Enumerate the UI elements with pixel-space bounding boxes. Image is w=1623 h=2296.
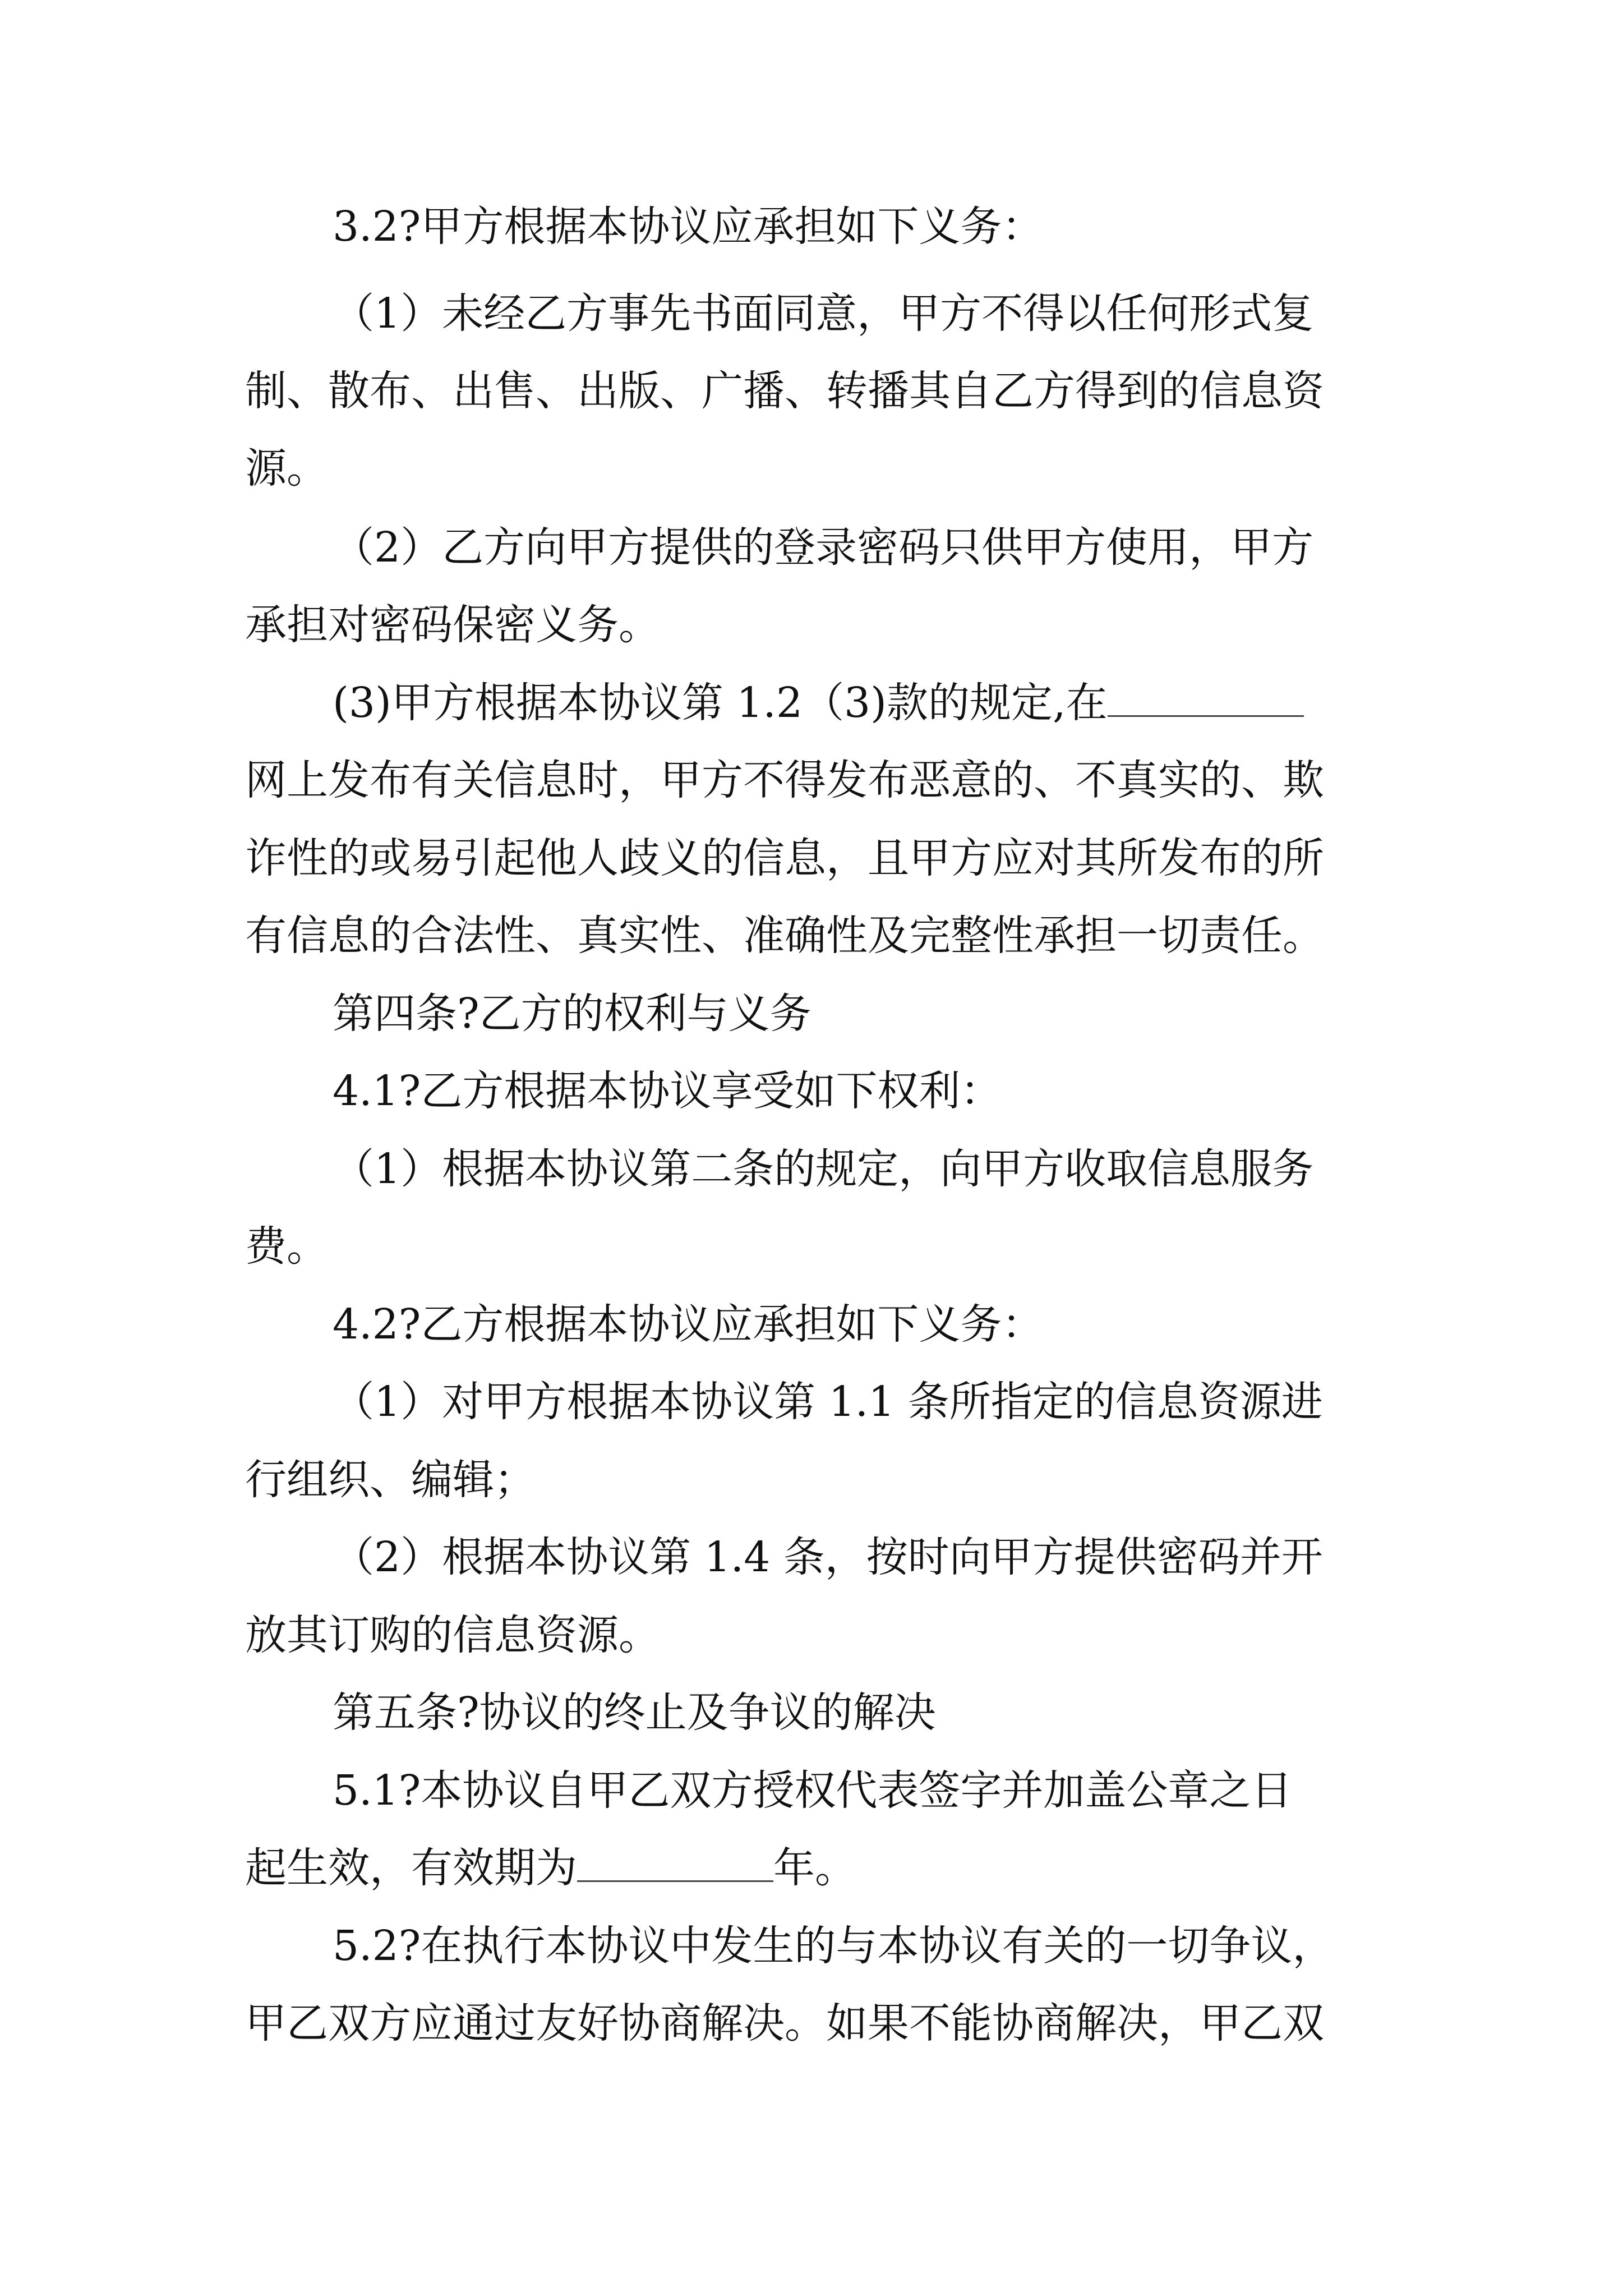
- clause-4-1-item-1-line-1: （1）根据本协议第二条的规定，向甲方收取信息服务: [333, 1145, 1314, 1193]
- clause-3-2-heading: 3.2?甲方根据本协议应承担如下义务：: [333, 203, 1044, 251]
- clause-3-2-item-3-line-1: [333, 675, 1304, 731]
- clause-3-2-item-1-line-2: 制、散布、出售、出版、广播、转播其自乙方得到的信息资: [245, 367, 1324, 415]
- clause-5-2-line-2: 甲乙双方应通过友好协商解决。如果不能协商解决，甲乙双: [245, 1999, 1324, 2047]
- validity-period-blank: [577, 1841, 773, 1882]
- clause-3-2-item-1-line-1: （1）未经乙方事先书面同意，甲方不得以任何形式复: [333, 289, 1314, 338]
- article-5-heading: 第五条?协议的终止及争议的解决: [333, 1688, 936, 1737]
- clause-5-1-line-2: [245, 1840, 856, 1896]
- clause-5-1-line-1: 5.1?本协议自甲乙双方授权代表签字并加盖公章之日: [333, 1766, 1293, 1815]
- clause-3-2-item-3-line-3: 诈性的或易引起他人歧义的信息，且甲方应对其所发布的所: [245, 834, 1324, 882]
- clause-4-2-item-1-line-2: 行组织、编辑；: [245, 1456, 536, 1504]
- clause-4-1-item-1-line-2: 费。: [245, 1222, 328, 1271]
- article-4-heading: 第四条?乙方的权利与义务: [333, 990, 811, 1038]
- clause-5-1-text: 起生效，有效期为: [245, 1844, 577, 1892]
- clause-4-2-item-1-line-1: （1）对甲方根据本协议第 1.1 条所指定的信息资源进: [333, 1378, 1323, 1426]
- clause-3-2-item-3-text: (3)甲方根据本协议第 1.2（3)款的规定,在: [333, 679, 1108, 727]
- clause-3-2-item-2-line-2: 承担对密码保密义务。: [245, 601, 660, 649]
- clause-4-2-item-2-line-1: （2）根据本协议第 1.4 条，按时向甲方提供密码并开: [333, 1533, 1323, 1581]
- clause-4-2-heading: 4.2?乙方根据本协议应承担如下义务：: [333, 1300, 1044, 1349]
- clause-3-2-item-3-line-2: 网上发布有关信息时，甲方不得发布恶意的、不真实的、欺: [245, 756, 1324, 804]
- clause-4-1-heading: 4.1?乙方根据本协议享受如下权利：: [333, 1067, 1002, 1115]
- clause-3-2-item-2-line-1: （2）乙方向甲方提供的登录密码只供甲方使用，甲方: [333, 523, 1314, 572]
- clause-5-1-suffix: 年。: [773, 1844, 856, 1892]
- clause-3-2-item-1-line-3: 源。: [245, 444, 328, 493]
- website-name-blank: [1108, 676, 1304, 717]
- clause-3-2-item-3-line-4: 有信息的合法性、真实性、准确性及完整性承担一切责任。: [245, 912, 1324, 960]
- clause-4-2-item-2-line-2: 放其订购的信息资源。: [245, 1611, 660, 1659]
- clause-5-2-line-1: 5.2?在执行本协议中发生的与本协议有关的一切争议，: [333, 1922, 1334, 1970]
